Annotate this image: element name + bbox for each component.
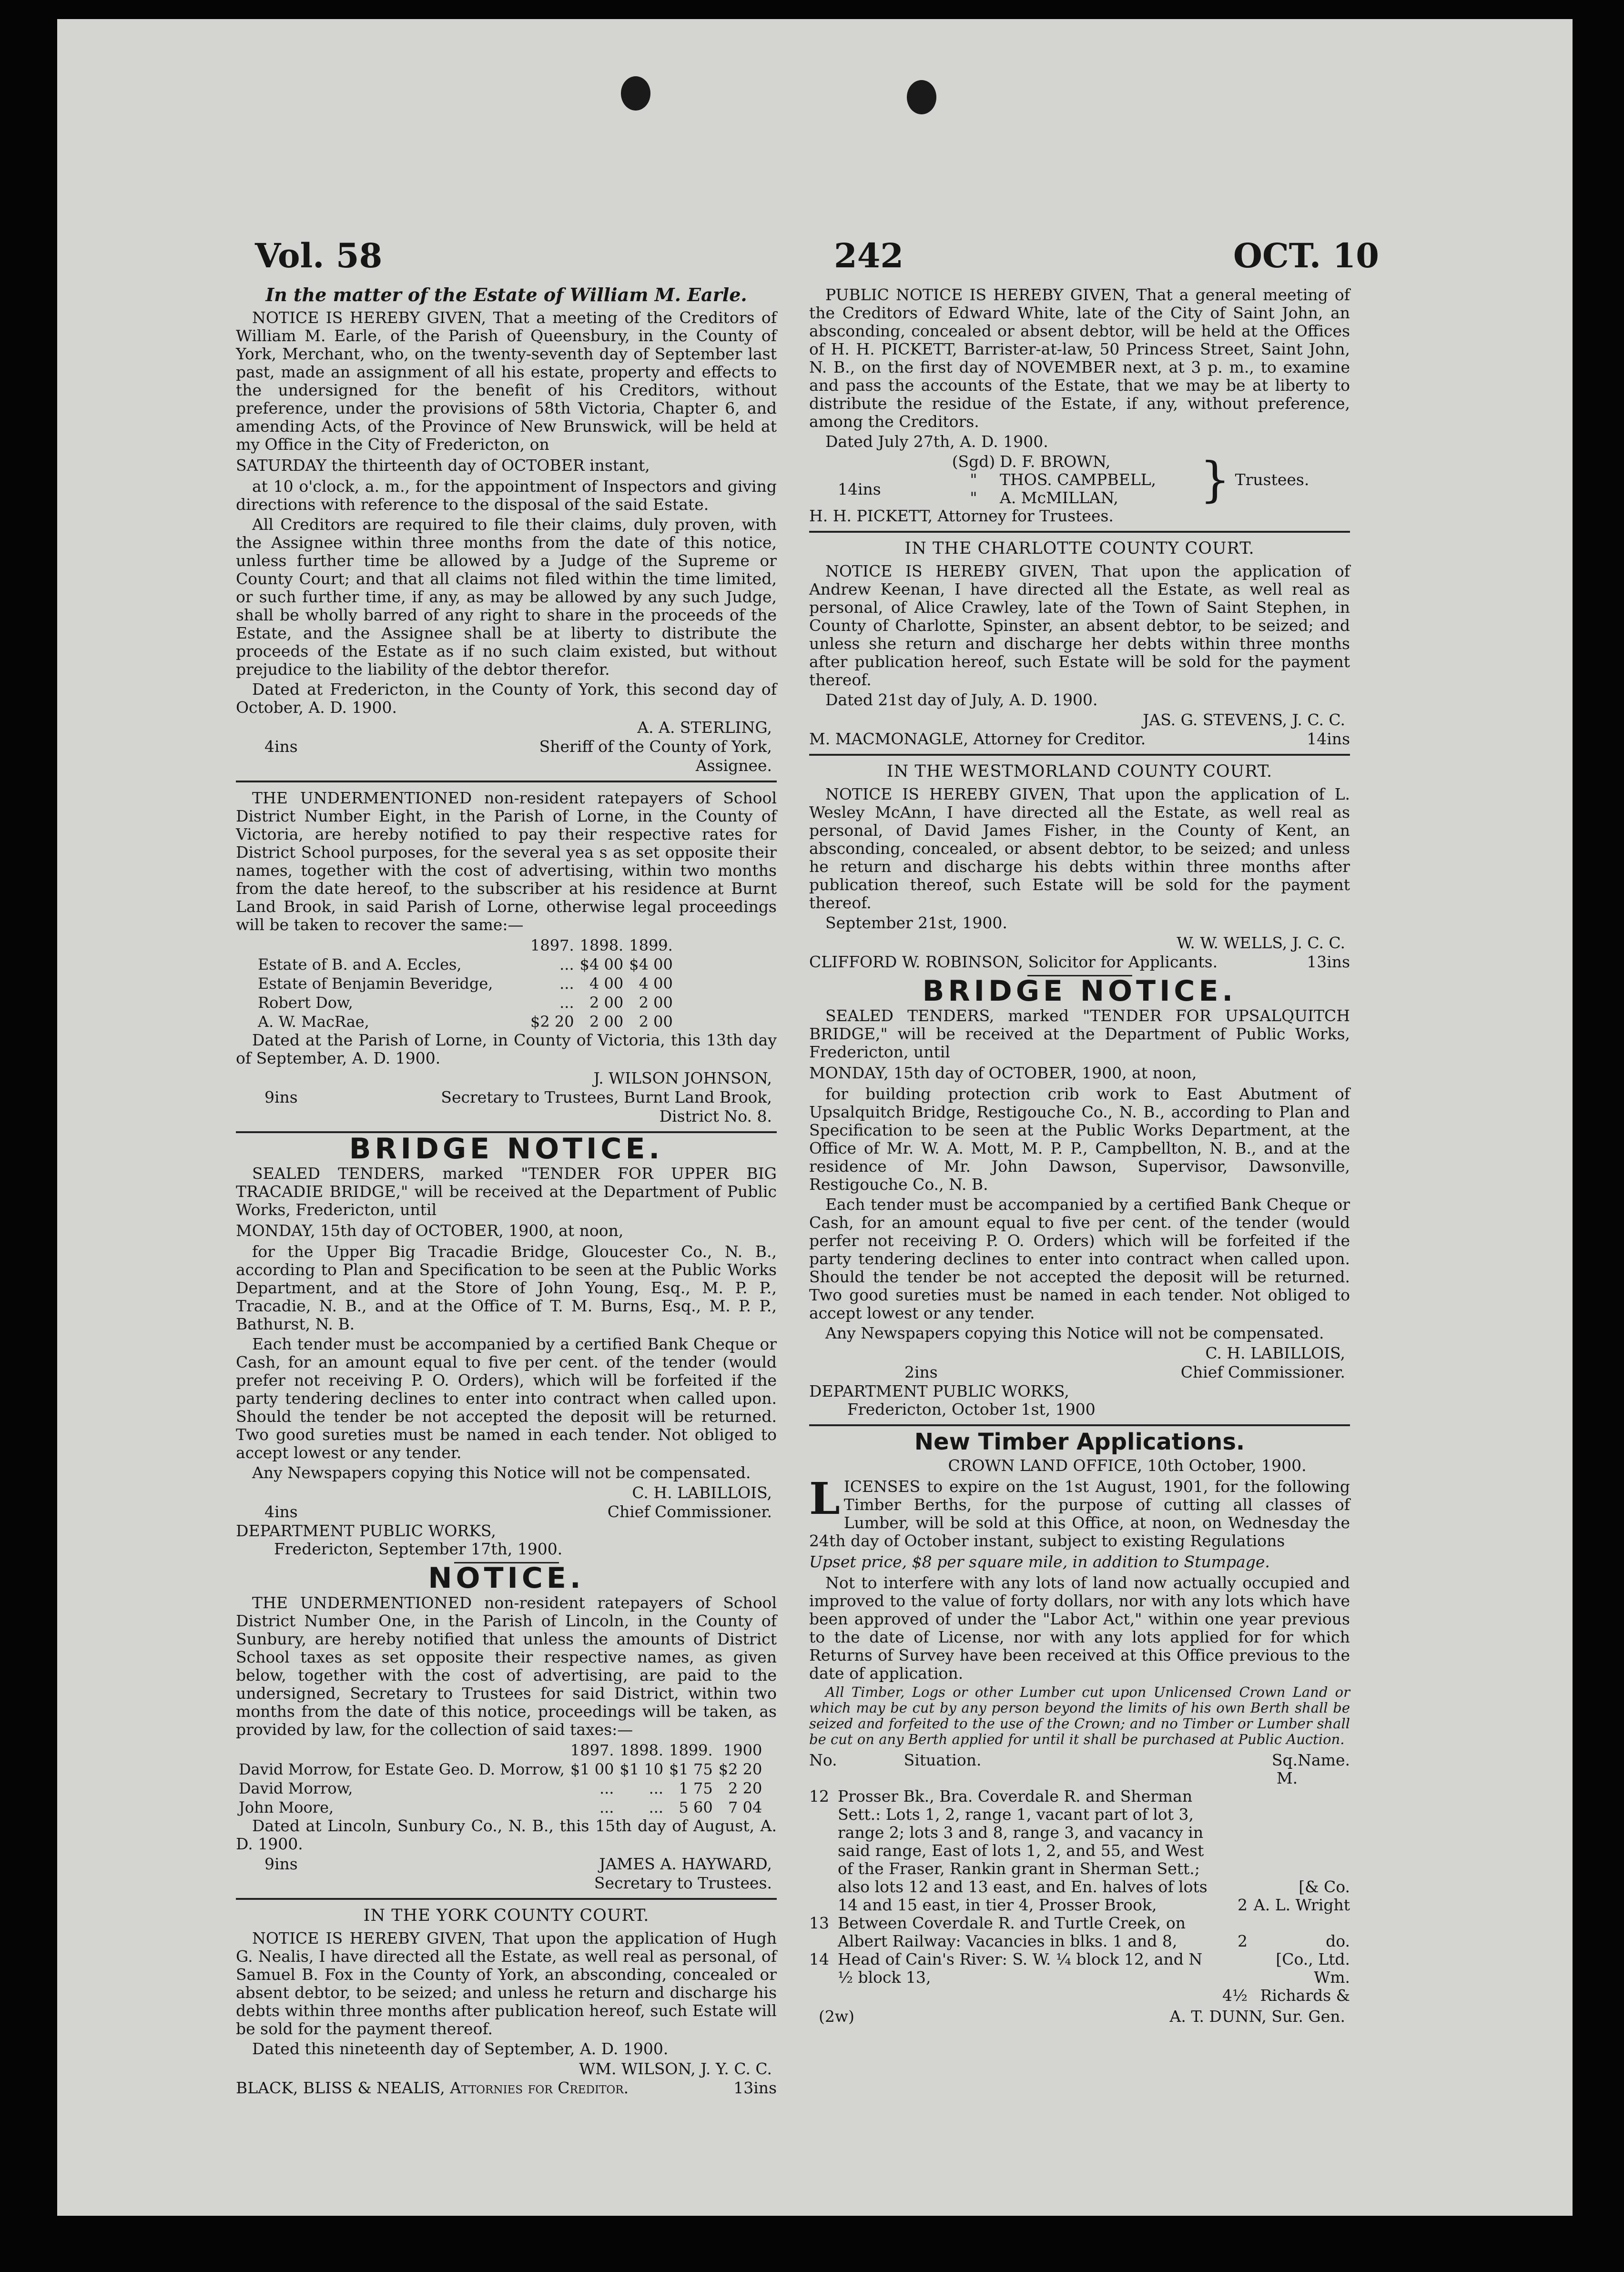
white-sgd: (Sgd) [952,452,995,471]
brace-icon: } [1200,452,1230,507]
charlotte-court-heading: IN THE CHARLOTTE COUNTY COURT. [904,539,1255,558]
earle-signer: A. A. STERLING, [637,718,772,737]
lincoln-signer: JAMES A. HAYWARD, [599,1855,772,1873]
bridge-paragraph: for the Upper Big Tracadie Bridge, Gloucester Co., N. B., according to Plan and Specification to be seen at the Public Works Department, and at the Store of John Young, Esq., M. P. P., Tracadie, N. B., and at the Office of T. M. Burns, Esq., M. P. P., Bathurst, N. B. [236,1242,777,1333]
bridge-date-line: MONDAY, 15th day of OCTOBER, 1900, at noon, [809,1064,1197,1082]
lincoln-taxes-table [236,1741,765,1817]
divider [809,531,1350,533]
lorne-ratepayers-notice [236,789,777,1126]
charlotte-attorney: M. MACMONAGLE, Attorney for Creditor. [809,730,1146,748]
table-row: John Moore, ... ... 5 60 7 04 [239,1798,762,1816]
bridge-paragraph: SEALED TENDERS, marked "TENDER FOR UPSALQUITCH BRIDGE," will be received at the Department of Public Works, Fredericton, until [809,1006,1350,1061]
lorne-year-header: 1897. [530,936,574,954]
white-insertions: 14ins [838,480,881,498]
charlotte-insertions: 14ins [1307,730,1350,748]
drop-cap: L [809,1473,840,1524]
lorne-signer-title: Secretary to Trustees, Burnt Land Brook, [441,1088,772,1106]
bridge-insertions: 4ins [264,1502,298,1521]
bridge-dept-place: Fredericton, September 17th, 1900. [274,1540,563,1558]
westmorland-solicitor: CLIFFORD W. ROBINSON, Solicitor for Applicants. [809,953,1218,971]
issue-date: OCT. 10 [1233,236,1379,275]
lorne-dated: Dated at the Parish of Lorne, in County of Victoria, this 13th day of September, A. D. 1900. [236,1031,777,1067]
york-insertions: 13ins [733,2079,777,2097]
bridge-insertions: 2ins [904,1363,938,1381]
divider [236,1898,777,1900]
york-attorneys: BLACK, BLISS & NEALIS, Attornies for Creditor. [236,2079,629,2097]
lincoln-dated: Dated at Lincoln, Sunbury Co., N. B., this 15th day of August, A. D. 1900. [236,1816,777,1853]
westmorland-county-court-notice [809,762,1350,971]
lorne-signer-district: District No. 8. [659,1107,772,1126]
lincoln-year-header: 1900 [723,1741,762,1759]
table-row: A. W. MacRae, $2 20 2 00 2 00 [258,1013,673,1031]
lorne-year-header: 1898. [579,936,624,954]
white-trustee: D. F. BROWN, [1000,452,1111,471]
upper-tracadie-bridge-notice [236,1132,777,1558]
col-no-header: No. [809,1751,837,1769]
white-creditors-notice [809,286,1350,525]
lincoln-paragraph: THE UNDERMENTIONED non-resident ratepayers of School District Number One, in the Parish of Lincoln, in the County of Sunbury, are hereby notified that unless the amounts of District School taxes as set opposite their respective names, as given below, together with the cost of advertising, are paid to the undersigned, Secretary to Trustees for said District, within two months from the date of this notice, proceedings will be taken, as provided by law, for the collection of said taxes:— [236,1593,777,1739]
timber-intro [809,1473,1350,1550]
bridge-signer: C. H. LABILLOIS, [632,1483,772,1502]
white-attorney: H. H. PICKETT, Attorney for Trustees. [809,507,1114,525]
york-court-heading: IN THE YORK COUNTY COURT. [363,1906,650,1925]
earle-dated: Dated at Fredericton, in the County of York, this second day of October, A. D. 1900. [236,680,777,717]
york-paragraph: NOTICE IS HEREBY GIVEN, That upon the application of Hugh G. Nealis, I have directed all the Estate, as well real as personal, of Samuel B. Fox in the County of York, an absconding, concealed or absent debtor, to be seized; and unless he return and discharge his debts within three months after publication hereof, such Estate will be sold for the payment thereof. [236,1929,777,2038]
lincoln-ratepayers-notice [236,1562,777,1892]
white-trustees-label: Trustees. [1235,470,1309,489]
upsalquitch-bridge-notice [809,974,1350,1419]
lorne-insertions: 9ins [264,1088,298,1106]
white-trustee: A. McMILLAN, [1000,488,1118,507]
bridge-dept: DEPARTMENT PUBLIC WORKS, [236,1521,496,1540]
timber-paragraph: Not to interfere with any lots of land now actually occupied and improved to the value of forty dollars, nor with any lots which have been approved of under the "Labor Act," within one year previous to the date of License, nor with any lots applied for for which Returns of Survey have been received at this Office previous to the date of application. [809,1573,1350,1683]
table-row: 12 Prosser Bk., Bra. Coverdale R. and Sherman Sett.: Lots 1, 2, range 1, vacant part of lot 3, range 2; lots 3 and 8, range 3, and vacancy in said range, East of lots 1, 2, and 55, and West of the Fraser, Rankin grant in Sherman Sett.; also lots 12 and 13 east, and En. halves of lots 14 and 15 east, in tier 4, Prosser Brook, 2 [& Co. A. L. Wright [809,1787,1350,1914]
lorne-year-header: 1899. [629,936,673,954]
earle-signer-title: Sheriff of the County of York, [539,737,772,756]
divider [809,754,1350,756]
white-dated: Dated July 27th, A. D. 1900. [825,432,1048,451]
bridge-signer-title: Chief Commissioner. [607,1502,772,1521]
left-column [236,286,777,2098]
table-row: David Morrow, ... ... 1 75 2 20 [239,1779,762,1797]
timber-signer: A. T. DUNN, Sur. Gen. [1169,2007,1345,2026]
upset-price: Upset price, $8 per square mile, in addition to Stumpage. [809,1552,1270,1571]
bridge-paragraph: Any Newspapers copying this Notice will not be compensated. [252,1463,751,1482]
york-signer: WM. WILSON, J. Y. C. C. [579,2059,772,2078]
bridge-dept: DEPARTMENT PUBLIC WORKS, [809,1382,1069,1400]
bridge-paragraph: SEALED TENDERS, marked "TENDER FOR UPPER BIG TRACADIE BRIDGE," will be received at the Department of Public Works, Fredericton, until [236,1164,777,1219]
charlotte-county-court-notice [809,539,1350,748]
table-row: David Morrow, for Estate Geo. D. Morrow, $1 00 $1 10 $1 75 $2 20 [239,1760,762,1778]
york-dated: Dated this nineteenth day of September, A. D. 1900. [252,2039,669,2058]
charlotte-dated: Dated 21st day of July, A. D. 1900. [825,690,1098,709]
lorne-signer: J. WILSON JOHNSON, [593,1069,772,1087]
timber-paragraph: ICENSES to expire on the 1st August, 1901, for the following Timber Berths, for the purpose of cutting all classes of Lumber, will be sold at this Office, at noon, on Wednesday the 24th day of October instant, subject to existing Regulations [809,1477,1350,1550]
timber-warning: All Timber, Logs or other Lumber cut upon Unlicensed Crown Land or which may be cut by any person beyond the limits of his own Berth shall be seized and forfeited to the use of the Crown; and no Timber or Lumber shall be cut on any Berth applied for until it shall be purchased at Public Auction. [809,1684,1350,1747]
lincoln-year-header: 1898. [619,1741,664,1759]
divider [809,1424,1350,1426]
table-row: Robert Dow, ... 2 00 2 00 [258,994,673,1012]
earle-signer-role: Assignee. [695,756,772,775]
earle-insertions: 4ins [264,737,298,756]
newspaper-page [57,19,1573,2216]
earle-date-line: SATURDAY the thirteenth day of OCTOBER instant, [236,456,650,475]
bridge-signer: C. H. LABILLOIS, [1205,1344,1345,1362]
table-row: 13 Between Coverdale R. and Turtle Creek, on Albert Railway: Vacancies in blks. 1 and 8, 2 do. [809,1914,1350,1950]
charlotte-paragraph: NOTICE IS HEREBY GIVEN, That upon the application of Andrew Keenan, I have directed all the Estate, as well real as personal, of Alice Crawley, late of the Town of Saint Stephen, in County of Charlotte, Spinster, an absent debtor, to be seized; and unless she return and discharge her debts within three months after publication hereof, such Estate will be sold for the payment thereof. [809,562,1350,689]
white-paragraph: PUBLIC NOTICE IS HEREBY GIVEN, That a general meeting of the Creditors of Edward White, late of the City of Saint John, an absconding, concealed or absent debtor, will be held at the Offices of H. H. PICKETT, Barrister-at-law, 50 Princess Street, Saint John, N. B., on the first day of NOVEMBER next, at 3 p. m., to examine and pass the accounts of the Estate, that we may be at liberty to distribute the residue of the Estate, if any, without preference, among the Creditors. [809,285,1350,431]
lincoln-year-header: 1897. [570,1741,614,1759]
timber-table-header [809,1751,1350,1787]
bridge-notice-heading: BRIDGE NOTICE. [922,974,1237,1008]
timber-heading: New Timber Applications. [914,1429,1245,1455]
timber-applications-notice [809,1429,1350,2026]
right-column [809,286,1350,2027]
bridge-dept-place: Fredericton, October 1st, 1900 [847,1400,1096,1419]
charlotte-signer: JAS. G. STEVENS, J. C. C. [1143,710,1345,729]
binding-hole [907,80,936,114]
lorne-rates-table [255,936,676,1031]
table-row: Estate of Benjamin Beveridge, ... 4 00 4 00 [258,974,673,993]
binding-hole [621,76,650,111]
divider [236,781,777,782]
crown-land-office-line: CROWN LAND OFFICE, 10th October, 1900. [948,1456,1307,1475]
table-row: 14 Head of Cain's River: S. W. ¼ block 12, and N ½ block 13, 4½ [Co., Ltd. Wm. Richards & [809,1950,1350,2005]
volume-label: Vol. 58 [255,236,383,275]
col-situation-header: Situation. [903,1751,982,1769]
lorne-paragraph: THE UNDERMENTIONED non-resident ratepayers of School District Number Eight, in the Parish of Lorne, in the County of Victoria, are hereby notified to pay their respective rates for District School purposes, for the several yea s as set opposite their names, together with the cost of advertising, within two months from the date hereof, to the subscriber at his residence at Burnt Land Brook, in said Parish of Lorne, otherwise legal proceedings will be taken to recover the same:— [236,789,777,934]
bridge-paragraph: Each tender must be accompanied by a certified Bank Cheque or Cash, for an amount equal to five per cent. of the tender (would perfer not receiving P. O. Orders) which will be forfeited if the party tendering declines to enter into contract when called upon. Should the tender be not accepted the deposit will be returned. Two good sureties must be named in each tender. Not obliged to accept lowest or any tender. [809,1195,1350,1322]
earle-paragraph: All Creditors are required to file their claims, duly proven, with the Assignee within three months from the date of this notice, unless further time be allowed by a Judge of the Supreme or County Court; and that all claims not filed within the time limited, or such further time, if any, as may be allowed by any such Judge, shall be wholly barred of any right to share in the proceeds of the Estate, and the Assignee shall be at liberty to distribute the proceeds of the Estate as if no such claim existed, but without prejudice to the liability of the debtor therefor. [236,515,777,679]
table-row: Estate of B. and A. Eccles, ... $4 00 $4 00 [258,955,673,974]
westmorland-signer: W. W. WELLS, J. C. C. [1177,933,1345,952]
bridge-date-line: MONDAY, 15th day of OCTOBER, 1900, at noon, [236,1221,624,1240]
white-trustee: THOS. CAMPBELL, [1000,470,1156,489]
lincoln-year-header: 1899. [669,1741,713,1759]
york-county-court-notice [236,1907,777,2097]
bridge-signer-title: Chief Commissioner. [1180,1363,1345,1381]
page-number: 242 [834,236,904,275]
white-ditto: " [970,488,977,507]
lincoln-signer-title: Secretary to Trustees. [594,1874,772,1892]
bridge-paragraph: Each tender must be accompanied by a certified Bank Cheque or Cash, for an amount equal to five per cent. of the tender (would prefer not receiving P. O. Orders), which will be forfeited if the party tendering declines to enter into contract when called upon. Should the tender be not accepted the deposit will be returned. Two good sureties must be named in each tender. Not obliged to accept lowest or any tender. [236,1335,777,1462]
earle-estate-notice [236,286,777,775]
white-trustees-block [809,453,1350,507]
bridge-paragraph: for building protection crib work to East Abutment of Upsalquitch Bridge, Restigouche Co., N. B., according to Plan and Specification to be seen at the Public Works Department, at the Office of Mr. W. A. Mott, M. P. P., Campbellton, N. B., and at the residence of Mr. John Dawson, Supervisor, Dawsonville, Restigouche Co., N. B. [809,1085,1350,1194]
westmorland-dated: September 21st, 1900. [825,913,1007,932]
westmorland-paragraph: NOTICE IS HEREBY GIVEN, That upon the application of L. Wesley McAnn, I have directed all the Estate, as well real as personal, of David James Fisher, in the County of Kent, an absconding, concealed, or absent debtor, to be seized; and unless he return and discharge his debts within three months after publication thereof, such Estate will be sold for the payment thereof. [809,785,1350,912]
white-ditto: " [970,470,977,489]
westmorland-court-heading: IN THE WESTMORLAND COUNTY COURT. [886,762,1273,781]
earle-paragraph: at 10 o'clock, a. m., for the appointment of Inspectors and giving directions with reference to the disposal of the said Estate. [236,477,777,514]
col-sqm-header: Sq. M. [1271,1751,1298,1787]
bridge-paragraph: Any Newspapers copying this Notice will not be compensated. [825,1324,1324,1342]
lincoln-insertions: 9ins [264,1855,298,1873]
bridge-notice-heading: BRIDGE NOTICE. [349,1132,664,1166]
westmorland-insertions: 13ins [1307,953,1350,971]
earle-paragraph: NOTICE IS HEREBY GIVEN, That a meeting of the Creditors of William M. Earle, of the Parish of Queensbury, in the County of York, Merchant, who, on the twenty-seventh day of September last past, made an assignment of all his estate, property and effects to the undersigned for the benefit of his Creditors, without preference, under the provisions of 58th Victoria, Chapter 6, and amending Acts, of the Province of New Brunswick, will be held at my Office in the City of Fredericton, on [236,308,777,454]
earle-heading: In the matter of the Estate of William M. Earle. [265,284,747,305]
col-name-header: Name. [1298,1751,1350,1769]
notice-heading: NOTICE. [428,1562,585,1595]
timber-insertions: (2w) [819,2007,854,2026]
